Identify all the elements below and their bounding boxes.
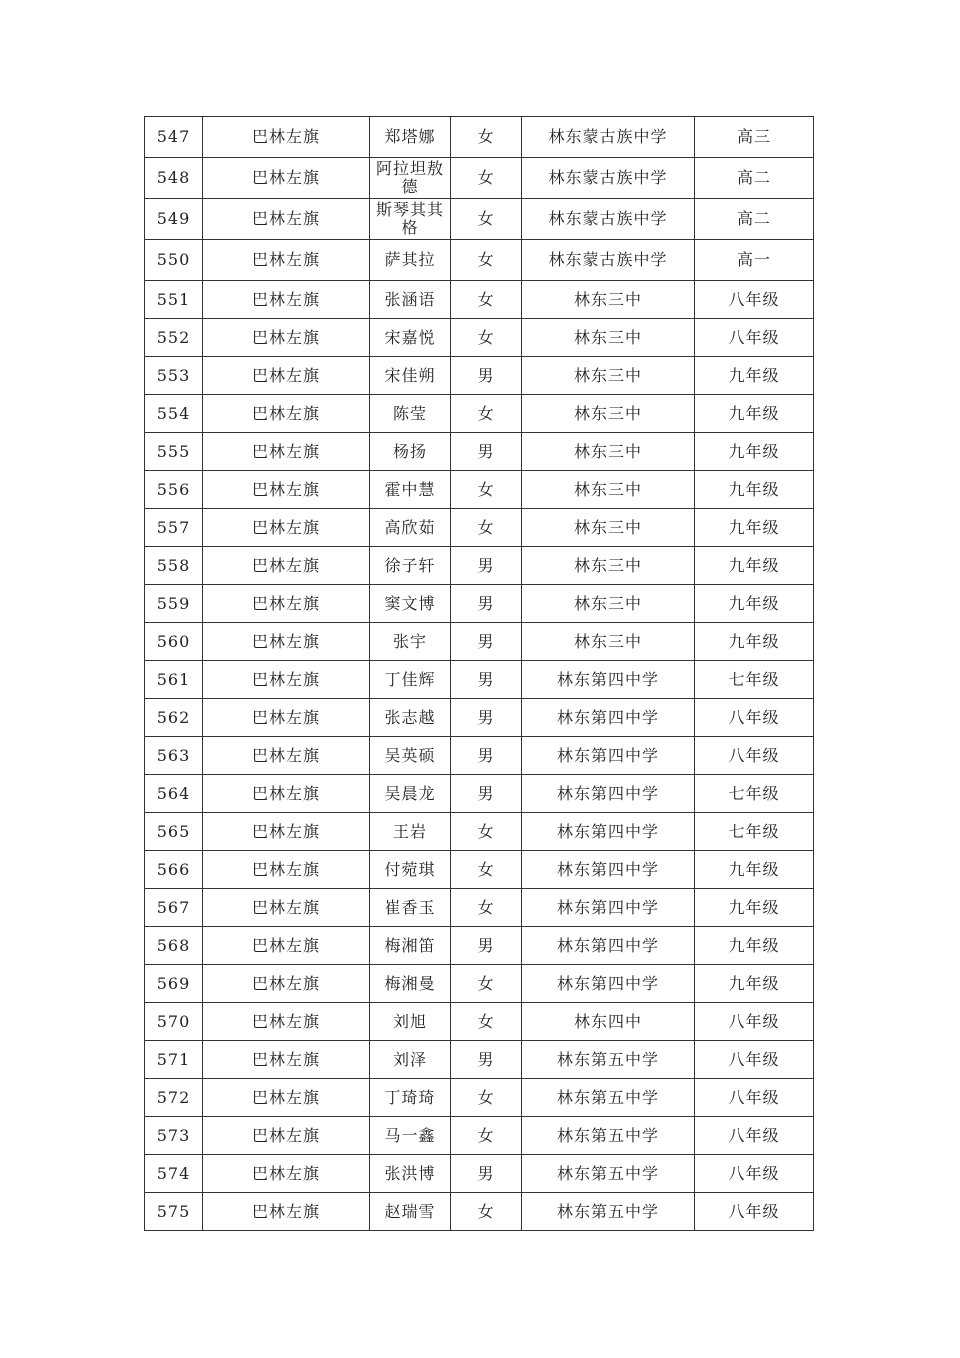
gender-cell: 男 (451, 737, 522, 775)
row-number: 575 (145, 1193, 203, 1231)
grade-cell: 八年级 (695, 1155, 814, 1193)
student-name: 斯琴其其格 (370, 199, 451, 240)
table-row (145, 547, 814, 585)
row-number: 548 (145, 158, 203, 199)
table-row (145, 1155, 814, 1193)
student-name: 萨其拉 (370, 240, 451, 281)
grade-cell: 九年级 (695, 623, 814, 661)
gender-cell: 男 (451, 585, 522, 623)
table-row (145, 737, 814, 775)
region-cell: 巴林左旗 (203, 471, 370, 509)
school-cell: 林东三中 (522, 319, 695, 357)
region-cell: 巴林左旗 (203, 199, 370, 240)
region-cell: 巴林左旗 (203, 813, 370, 851)
gender-cell: 女 (451, 240, 522, 281)
row-number: 563 (145, 737, 203, 775)
gender-cell: 女 (451, 158, 522, 199)
row-number: 570 (145, 1003, 203, 1041)
grade-cell: 七年级 (695, 775, 814, 813)
region-cell: 巴林左旗 (203, 927, 370, 965)
school-cell: 林东第四中学 (522, 661, 695, 699)
row-number: 549 (145, 199, 203, 240)
gender-cell: 女 (451, 1193, 522, 1231)
gender-cell: 男 (451, 927, 522, 965)
gender-cell: 女 (451, 395, 522, 433)
region-cell: 巴林左旗 (203, 1003, 370, 1041)
gender-cell: 男 (451, 661, 522, 699)
gender-cell: 男 (451, 357, 522, 395)
grade-cell: 高一 (695, 240, 814, 281)
student-name: 丁琦琦 (370, 1079, 451, 1117)
gender-cell: 女 (451, 281, 522, 319)
gender-cell: 男 (451, 699, 522, 737)
student-name: 吴英硕 (370, 737, 451, 775)
school-cell: 林东四中 (522, 1003, 695, 1041)
student-name: 霍中慧 (370, 471, 451, 509)
grade-cell: 九年级 (695, 927, 814, 965)
row-number: 564 (145, 775, 203, 813)
gender-cell: 男 (451, 623, 522, 661)
row-number: 560 (145, 623, 203, 661)
table-row (145, 889, 814, 927)
grade-cell: 九年级 (695, 547, 814, 585)
gender-cell: 男 (451, 433, 522, 471)
student-name: 宋佳朔 (370, 357, 451, 395)
student-name: 赵瑞雪 (370, 1193, 451, 1231)
student-name: 刘泽 (370, 1041, 451, 1079)
gender-cell: 女 (451, 1079, 522, 1117)
student-name: 张志越 (370, 699, 451, 737)
school-cell: 林东三中 (522, 395, 695, 433)
table-row (145, 1193, 814, 1231)
table-row (145, 699, 814, 737)
school-cell: 林东蒙古族中学 (522, 240, 695, 281)
school-cell: 林东第五中学 (522, 1193, 695, 1231)
student-name: 杨扬 (370, 433, 451, 471)
row-number: 551 (145, 281, 203, 319)
gender-cell: 女 (451, 1003, 522, 1041)
school-cell: 林东第四中学 (522, 965, 695, 1003)
region-cell: 巴林左旗 (203, 547, 370, 585)
school-cell: 林东三中 (522, 585, 695, 623)
grade-cell: 八年级 (695, 1041, 814, 1079)
table-row (145, 661, 814, 699)
school-cell: 林东蒙古族中学 (522, 199, 695, 240)
grade-cell: 八年级 (695, 699, 814, 737)
row-number: 562 (145, 699, 203, 737)
table-row (145, 1079, 814, 1117)
student-name: 崔香玉 (370, 889, 451, 927)
region-cell: 巴林左旗 (203, 319, 370, 357)
grade-cell: 九年级 (695, 509, 814, 547)
school-cell: 林东第五中学 (522, 1155, 695, 1193)
region-cell: 巴林左旗 (203, 1155, 370, 1193)
school-cell: 林东第四中学 (522, 699, 695, 737)
table-row (145, 158, 814, 199)
region-cell: 巴林左旗 (203, 623, 370, 661)
grade-cell: 八年级 (695, 1193, 814, 1231)
grade-cell: 九年级 (695, 357, 814, 395)
grade-cell: 八年级 (695, 1079, 814, 1117)
table-row (145, 199, 814, 240)
gender-cell: 男 (451, 775, 522, 813)
grade-cell: 九年级 (695, 851, 814, 889)
grade-cell: 八年级 (695, 1003, 814, 1041)
table-row (145, 1003, 814, 1041)
school-cell: 林东第五中学 (522, 1079, 695, 1117)
student-name: 张宇 (370, 623, 451, 661)
student-name: 刘旭 (370, 1003, 451, 1041)
student-name: 张洪博 (370, 1155, 451, 1193)
grade-cell: 八年级 (695, 281, 814, 319)
table-row (145, 585, 814, 623)
grade-cell: 高二 (695, 158, 814, 199)
gender-cell: 女 (451, 813, 522, 851)
region-cell: 巴林左旗 (203, 117, 370, 158)
school-cell: 林东第四中学 (522, 737, 695, 775)
row-number: 555 (145, 433, 203, 471)
table-row (145, 851, 814, 889)
student-name: 窦文博 (370, 585, 451, 623)
student-name: 郑塔娜 (370, 117, 451, 158)
school-cell: 林东三中 (522, 471, 695, 509)
grade-cell: 九年级 (695, 433, 814, 471)
table-row (145, 509, 814, 547)
region-cell: 巴林左旗 (203, 851, 370, 889)
row-number: 567 (145, 889, 203, 927)
school-cell: 林东第四中学 (522, 927, 695, 965)
region-cell: 巴林左旗 (203, 965, 370, 1003)
gender-cell: 女 (451, 1117, 522, 1155)
grade-cell: 七年级 (695, 661, 814, 699)
gender-cell: 女 (451, 509, 522, 547)
student-name: 高欣茹 (370, 509, 451, 547)
school-cell: 林东第四中学 (522, 813, 695, 851)
region-cell: 巴林左旗 (203, 1193, 370, 1231)
gender-cell: 女 (451, 117, 522, 158)
row-number: 557 (145, 509, 203, 547)
region-cell: 巴林左旗 (203, 395, 370, 433)
student-name: 宋嘉悦 (370, 319, 451, 357)
school-cell: 林东三中 (522, 357, 695, 395)
roster-body (145, 117, 814, 1231)
school-cell: 林东第四中学 (522, 775, 695, 813)
table-row (145, 965, 814, 1003)
grade-cell: 九年级 (695, 395, 814, 433)
row-number: 550 (145, 240, 203, 281)
table-row (145, 813, 814, 851)
region-cell: 巴林左旗 (203, 1079, 370, 1117)
gender-cell: 女 (451, 199, 522, 240)
table-row (145, 775, 814, 813)
row-number: 559 (145, 585, 203, 623)
student-name: 陈莹 (370, 395, 451, 433)
student-name: 张涵语 (370, 281, 451, 319)
row-number: 573 (145, 1117, 203, 1155)
student-name: 梅湘笛 (370, 927, 451, 965)
table-row (145, 623, 814, 661)
table-row (145, 357, 814, 395)
region-cell: 巴林左旗 (203, 281, 370, 319)
region-cell: 巴林左旗 (203, 889, 370, 927)
gender-cell: 女 (451, 965, 522, 1003)
student-roster-table (144, 116, 814, 1231)
row-number: 569 (145, 965, 203, 1003)
school-cell: 林东三中 (522, 433, 695, 471)
row-number: 568 (145, 927, 203, 965)
school-cell: 林东第五中学 (522, 1117, 695, 1155)
row-number: 571 (145, 1041, 203, 1079)
school-cell: 林东三中 (522, 623, 695, 661)
table-row (145, 927, 814, 965)
row-number: 556 (145, 471, 203, 509)
row-number: 566 (145, 851, 203, 889)
grade-cell: 九年级 (695, 889, 814, 927)
student-name: 阿拉坦敖德 (370, 158, 451, 199)
region-cell: 巴林左旗 (203, 661, 370, 699)
row-number: 565 (145, 813, 203, 851)
grade-cell: 七年级 (695, 813, 814, 851)
grade-cell: 高三 (695, 117, 814, 158)
region-cell: 巴林左旗 (203, 775, 370, 813)
table-row (145, 1041, 814, 1079)
gender-cell: 女 (451, 851, 522, 889)
grade-cell: 八年级 (695, 737, 814, 775)
gender-cell: 女 (451, 319, 522, 357)
table-row (145, 1117, 814, 1155)
table-row (145, 471, 814, 509)
gender-cell: 女 (451, 889, 522, 927)
row-number: 547 (145, 117, 203, 158)
region-cell: 巴林左旗 (203, 158, 370, 199)
region-cell: 巴林左旗 (203, 699, 370, 737)
table-row (145, 395, 814, 433)
grade-cell: 九年级 (695, 585, 814, 623)
row-number: 554 (145, 395, 203, 433)
school-cell: 林东三中 (522, 547, 695, 585)
gender-cell: 男 (451, 1155, 522, 1193)
school-cell: 林东蒙古族中学 (522, 117, 695, 158)
row-number: 561 (145, 661, 203, 699)
school-cell: 林东第四中学 (522, 851, 695, 889)
row-number: 574 (145, 1155, 203, 1193)
region-cell: 巴林左旗 (203, 509, 370, 547)
school-cell: 林东三中 (522, 509, 695, 547)
table-row (145, 117, 814, 158)
grade-cell: 九年级 (695, 471, 814, 509)
student-name: 马一鑫 (370, 1117, 451, 1155)
region-cell: 巴林左旗 (203, 737, 370, 775)
row-number: 558 (145, 547, 203, 585)
row-number: 572 (145, 1079, 203, 1117)
grade-cell: 高二 (695, 199, 814, 240)
student-name: 丁佳辉 (370, 661, 451, 699)
gender-cell: 女 (451, 471, 522, 509)
region-cell: 巴林左旗 (203, 433, 370, 471)
gender-cell: 男 (451, 1041, 522, 1079)
region-cell: 巴林左旗 (203, 1117, 370, 1155)
grade-cell: 八年级 (695, 319, 814, 357)
student-name: 梅湘曼 (370, 965, 451, 1003)
table-row (145, 319, 814, 357)
table-row (145, 433, 814, 471)
row-number: 553 (145, 357, 203, 395)
table-row (145, 240, 814, 281)
region-cell: 巴林左旗 (203, 1041, 370, 1079)
student-name: 吴晨龙 (370, 775, 451, 813)
school-cell: 林东三中 (522, 281, 695, 319)
student-name: 付菀琪 (370, 851, 451, 889)
region-cell: 巴林左旗 (203, 240, 370, 281)
school-cell: 林东第五中学 (522, 1041, 695, 1079)
student-name: 王岩 (370, 813, 451, 851)
region-cell: 巴林左旗 (203, 357, 370, 395)
school-cell: 林东蒙古族中学 (522, 158, 695, 199)
grade-cell: 九年级 (695, 965, 814, 1003)
school-cell: 林东第四中学 (522, 889, 695, 927)
table-row (145, 281, 814, 319)
gender-cell: 男 (451, 547, 522, 585)
row-number: 552 (145, 319, 203, 357)
region-cell: 巴林左旗 (203, 585, 370, 623)
grade-cell: 八年级 (695, 1117, 814, 1155)
student-name: 徐子轩 (370, 547, 451, 585)
